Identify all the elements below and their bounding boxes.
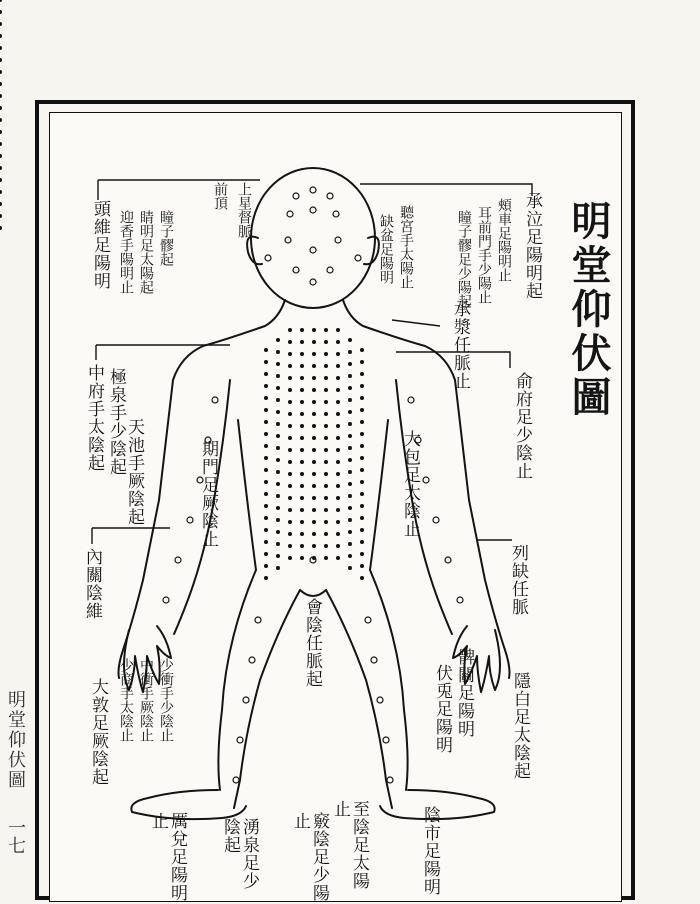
label-qimen: 期門足厥陰止: [198, 440, 218, 548]
label-tongziliao: 瞳子髎起: [158, 210, 174, 266]
label-qianding: 前頂: [212, 182, 228, 210]
label-quepen: 缺盆足陽明: [378, 214, 394, 284]
label-dadun: 大敦足厥陰起: [88, 678, 108, 786]
page-title: 明堂仰伏圖: [565, 200, 612, 420]
label-qiaoyin: 竅陰足少陽止: [290, 812, 329, 902]
label-jiache: 頰車足陽明止: [496, 198, 512, 282]
label-erqian: 耳前門手少陽止: [476, 206, 492, 304]
label-dabao: 大包足太陰止: [400, 430, 420, 538]
label-lieque: 列缺任脈: [508, 544, 528, 616]
label-jingming: 睛明足太陽起: [138, 210, 154, 294]
label-zhiyin: 至陰足太陽止: [330, 800, 369, 890]
label-yinshi: 陰市足陽明: [420, 806, 440, 896]
label-zhongfu: 中府手太陰起: [84, 364, 104, 472]
label-neiguan: 內關陰維: [82, 548, 102, 620]
label-zhongchong: 中衝手厥陰止: [138, 658, 154, 742]
label-yinbai: 隱白足太陰起: [510, 672, 530, 780]
label-jiquan: 極泉手少陰起: [106, 368, 126, 476]
label-yongquan: 湧泉足少陰起: [220, 818, 259, 890]
label-chengjiang: 承漿任脈止: [450, 300, 470, 390]
label-zhuanzi: 瞳子髎足少陽起: [456, 210, 472, 308]
label-shaochong: 少衝手少陰止: [158, 658, 174, 742]
label-shangxing: 上星督脈: [236, 182, 252, 238]
label-huiyin: 會陰任脈起: [302, 598, 322, 688]
label-chengqi: 承泣足陽明起: [522, 192, 542, 300]
label-biguan: 髀關足陽明: [454, 648, 474, 738]
label-yufu: 俞府足少陰止: [512, 372, 532, 480]
label-tinggong: 聽宮手太陽止: [398, 205, 414, 289]
label-futu: 伏兎足陽明: [432, 664, 452, 754]
label-tianchi: 天池手厥陰起: [124, 418, 144, 526]
margin-caption: 明堂仰伏圖: [5, 690, 26, 790]
label-yingxiang: 迎香手陽明止: [118, 210, 134, 294]
label-touwei: 頭維足陽明: [90, 200, 110, 290]
label-shaoshang: 少商手太陰止: [118, 658, 134, 742]
page-number: 一七: [5, 818, 26, 854]
label-lidui: 厲兌足陽明止: [148, 812, 187, 902]
